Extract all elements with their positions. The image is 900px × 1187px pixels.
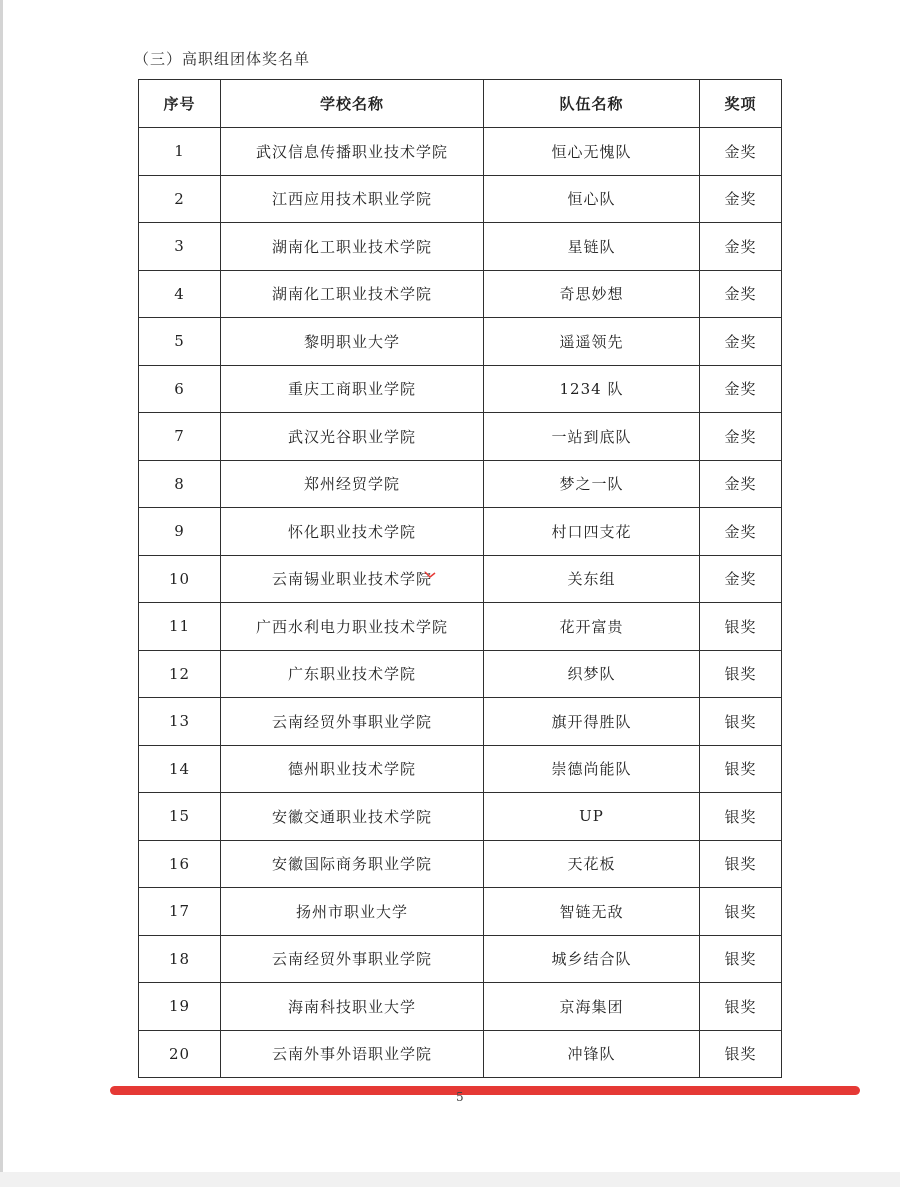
cell-index: 10 xyxy=(139,555,221,603)
cell-school: 云南锡业职业技术学院 xyxy=(221,555,484,603)
section-title: （三）高职组团体奖名单 xyxy=(134,50,311,68)
cell-school: 扬州市职业大学 xyxy=(221,888,484,936)
cell-award: 银奖 xyxy=(700,1030,782,1078)
header-team: 队伍名称 xyxy=(484,80,700,128)
cell-award: 金奖 xyxy=(700,318,782,366)
cell-team: 崇德尚能队 xyxy=(484,745,700,793)
cell-index: 14 xyxy=(139,745,221,793)
cell-team: 花开富贵 xyxy=(484,603,700,651)
cell-team: 天花板 xyxy=(484,840,700,888)
cell-team: 遥遥领先 xyxy=(484,318,700,366)
cell-index: 12 xyxy=(139,650,221,698)
table-header-row xyxy=(139,80,782,128)
cell-award: 银奖 xyxy=(700,793,782,841)
cell-team: 冲锋队 xyxy=(484,1030,700,1078)
cell-school: 云南经贸外事职业学院 xyxy=(221,935,484,983)
cell-award: 金奖 xyxy=(700,365,782,413)
cell-team: 城乡结合队 xyxy=(484,935,700,983)
table-row xyxy=(139,745,782,793)
award-table xyxy=(138,79,782,1078)
cell-index: 3 xyxy=(139,223,221,271)
cell-index: 4 xyxy=(139,270,221,318)
cell-school: 广东职业技术学院 xyxy=(221,650,484,698)
cell-team: 梦之一队 xyxy=(484,460,700,508)
cell-award: 银奖 xyxy=(700,698,782,746)
cell-school: 广西水利电力职业技术学院 xyxy=(221,603,484,651)
cell-school: 怀化职业技术学院 xyxy=(221,508,484,556)
header-index: 序号 xyxy=(139,80,221,128)
cell-team: 京海集团 xyxy=(484,983,700,1031)
table-row xyxy=(139,318,782,366)
header-award: 奖项 xyxy=(700,80,782,128)
table-row xyxy=(139,175,782,223)
cell-award: 金奖 xyxy=(700,460,782,508)
table-row xyxy=(139,698,782,746)
cell-school: 武汉信息传播职业技术学院 xyxy=(221,128,484,176)
cell-school: 安徽国际商务职业学院 xyxy=(221,840,484,888)
cell-team: 恒心队 xyxy=(484,175,700,223)
table-row xyxy=(139,793,782,841)
cell-team: 星链队 xyxy=(484,223,700,271)
cell-award: 金奖 xyxy=(700,175,782,223)
table-row xyxy=(139,603,782,651)
cell-school: 江西应用技术职业学院 xyxy=(221,175,484,223)
cell-award: 银奖 xyxy=(700,603,782,651)
cell-school: 湖南化工职业技术学院 xyxy=(221,270,484,318)
cell-team: 恒心无愧队 xyxy=(484,128,700,176)
cell-team: UP xyxy=(484,793,700,841)
cell-index: 20 xyxy=(139,1030,221,1078)
cell-index: 16 xyxy=(139,840,221,888)
cell-award: 银奖 xyxy=(700,840,782,888)
cell-award: 银奖 xyxy=(700,888,782,936)
table-row xyxy=(139,983,782,1031)
cell-index: 1 xyxy=(139,128,221,176)
cell-team: 智链无敌 xyxy=(484,888,700,936)
cell-award: 金奖 xyxy=(700,270,782,318)
table-row xyxy=(139,508,782,556)
cell-award: 金奖 xyxy=(700,413,782,461)
cell-award: 银奖 xyxy=(700,650,782,698)
cell-school: 武汉光谷职业学院 xyxy=(221,413,484,461)
table-row xyxy=(139,460,782,508)
cell-team: 旗开得胜队 xyxy=(484,698,700,746)
table-row xyxy=(139,650,782,698)
page-bottom-edge xyxy=(0,1172,900,1187)
cell-award: 金奖 xyxy=(700,508,782,556)
cell-school: 重庆工商职业学院 xyxy=(221,365,484,413)
cell-index: 5 xyxy=(139,318,221,366)
cell-index: 9 xyxy=(139,508,221,556)
cell-index: 18 xyxy=(139,935,221,983)
cell-award: 银奖 xyxy=(700,745,782,793)
cell-index: 6 xyxy=(139,365,221,413)
cell-index: 8 xyxy=(139,460,221,508)
cell-team: 一站到底队 xyxy=(484,413,700,461)
cell-school: 云南外事外语职业学院 xyxy=(221,1030,484,1078)
cell-team: 奇思妙想 xyxy=(484,270,700,318)
cell-school: 云南经贸外事职业学院 xyxy=(221,698,484,746)
cell-award: 银奖 xyxy=(700,983,782,1031)
table-row xyxy=(139,888,782,936)
page-number: 5 xyxy=(456,1090,464,1104)
cell-index: 17 xyxy=(139,888,221,936)
cell-team: 村口四支花 xyxy=(484,508,700,556)
cell-team: 织梦队 xyxy=(484,650,700,698)
cell-school: 黎明职业大学 xyxy=(221,318,484,366)
cell-team: 1234 队 xyxy=(484,365,700,413)
cell-index: 15 xyxy=(139,793,221,841)
table-row xyxy=(139,365,782,413)
table-row xyxy=(139,555,782,603)
table-row xyxy=(139,1030,782,1078)
cell-award: 金奖 xyxy=(700,555,782,603)
table-row xyxy=(139,413,782,461)
red-underline-mark xyxy=(110,1086,860,1095)
cell-school: 郑州经贸学院 xyxy=(221,460,484,508)
cell-index: 11 xyxy=(139,603,221,651)
cell-award: 金奖 xyxy=(700,223,782,271)
table-row xyxy=(139,128,782,176)
cell-award: 金奖 xyxy=(700,128,782,176)
table-row xyxy=(139,935,782,983)
cell-index: 13 xyxy=(139,698,221,746)
table-row xyxy=(139,223,782,271)
cell-school: 海南科技职业大学 xyxy=(221,983,484,1031)
cell-school: 湖南化工职业技术学院 xyxy=(221,223,484,271)
cell-index: 7 xyxy=(139,413,221,461)
header-school: 学校名称 xyxy=(221,80,484,128)
table-row xyxy=(139,840,782,888)
red-pen-mark xyxy=(424,571,436,579)
table-row xyxy=(139,270,782,318)
cell-index: 2 xyxy=(139,175,221,223)
page-left-edge xyxy=(0,0,3,1172)
cell-award: 银奖 xyxy=(700,935,782,983)
table-body xyxy=(139,128,782,1078)
cell-school: 安徽交通职业技术学院 xyxy=(221,793,484,841)
cell-school: 德州职业技术学院 xyxy=(221,745,484,793)
cell-index: 19 xyxy=(139,983,221,1031)
cell-team: 关东组 xyxy=(484,555,700,603)
